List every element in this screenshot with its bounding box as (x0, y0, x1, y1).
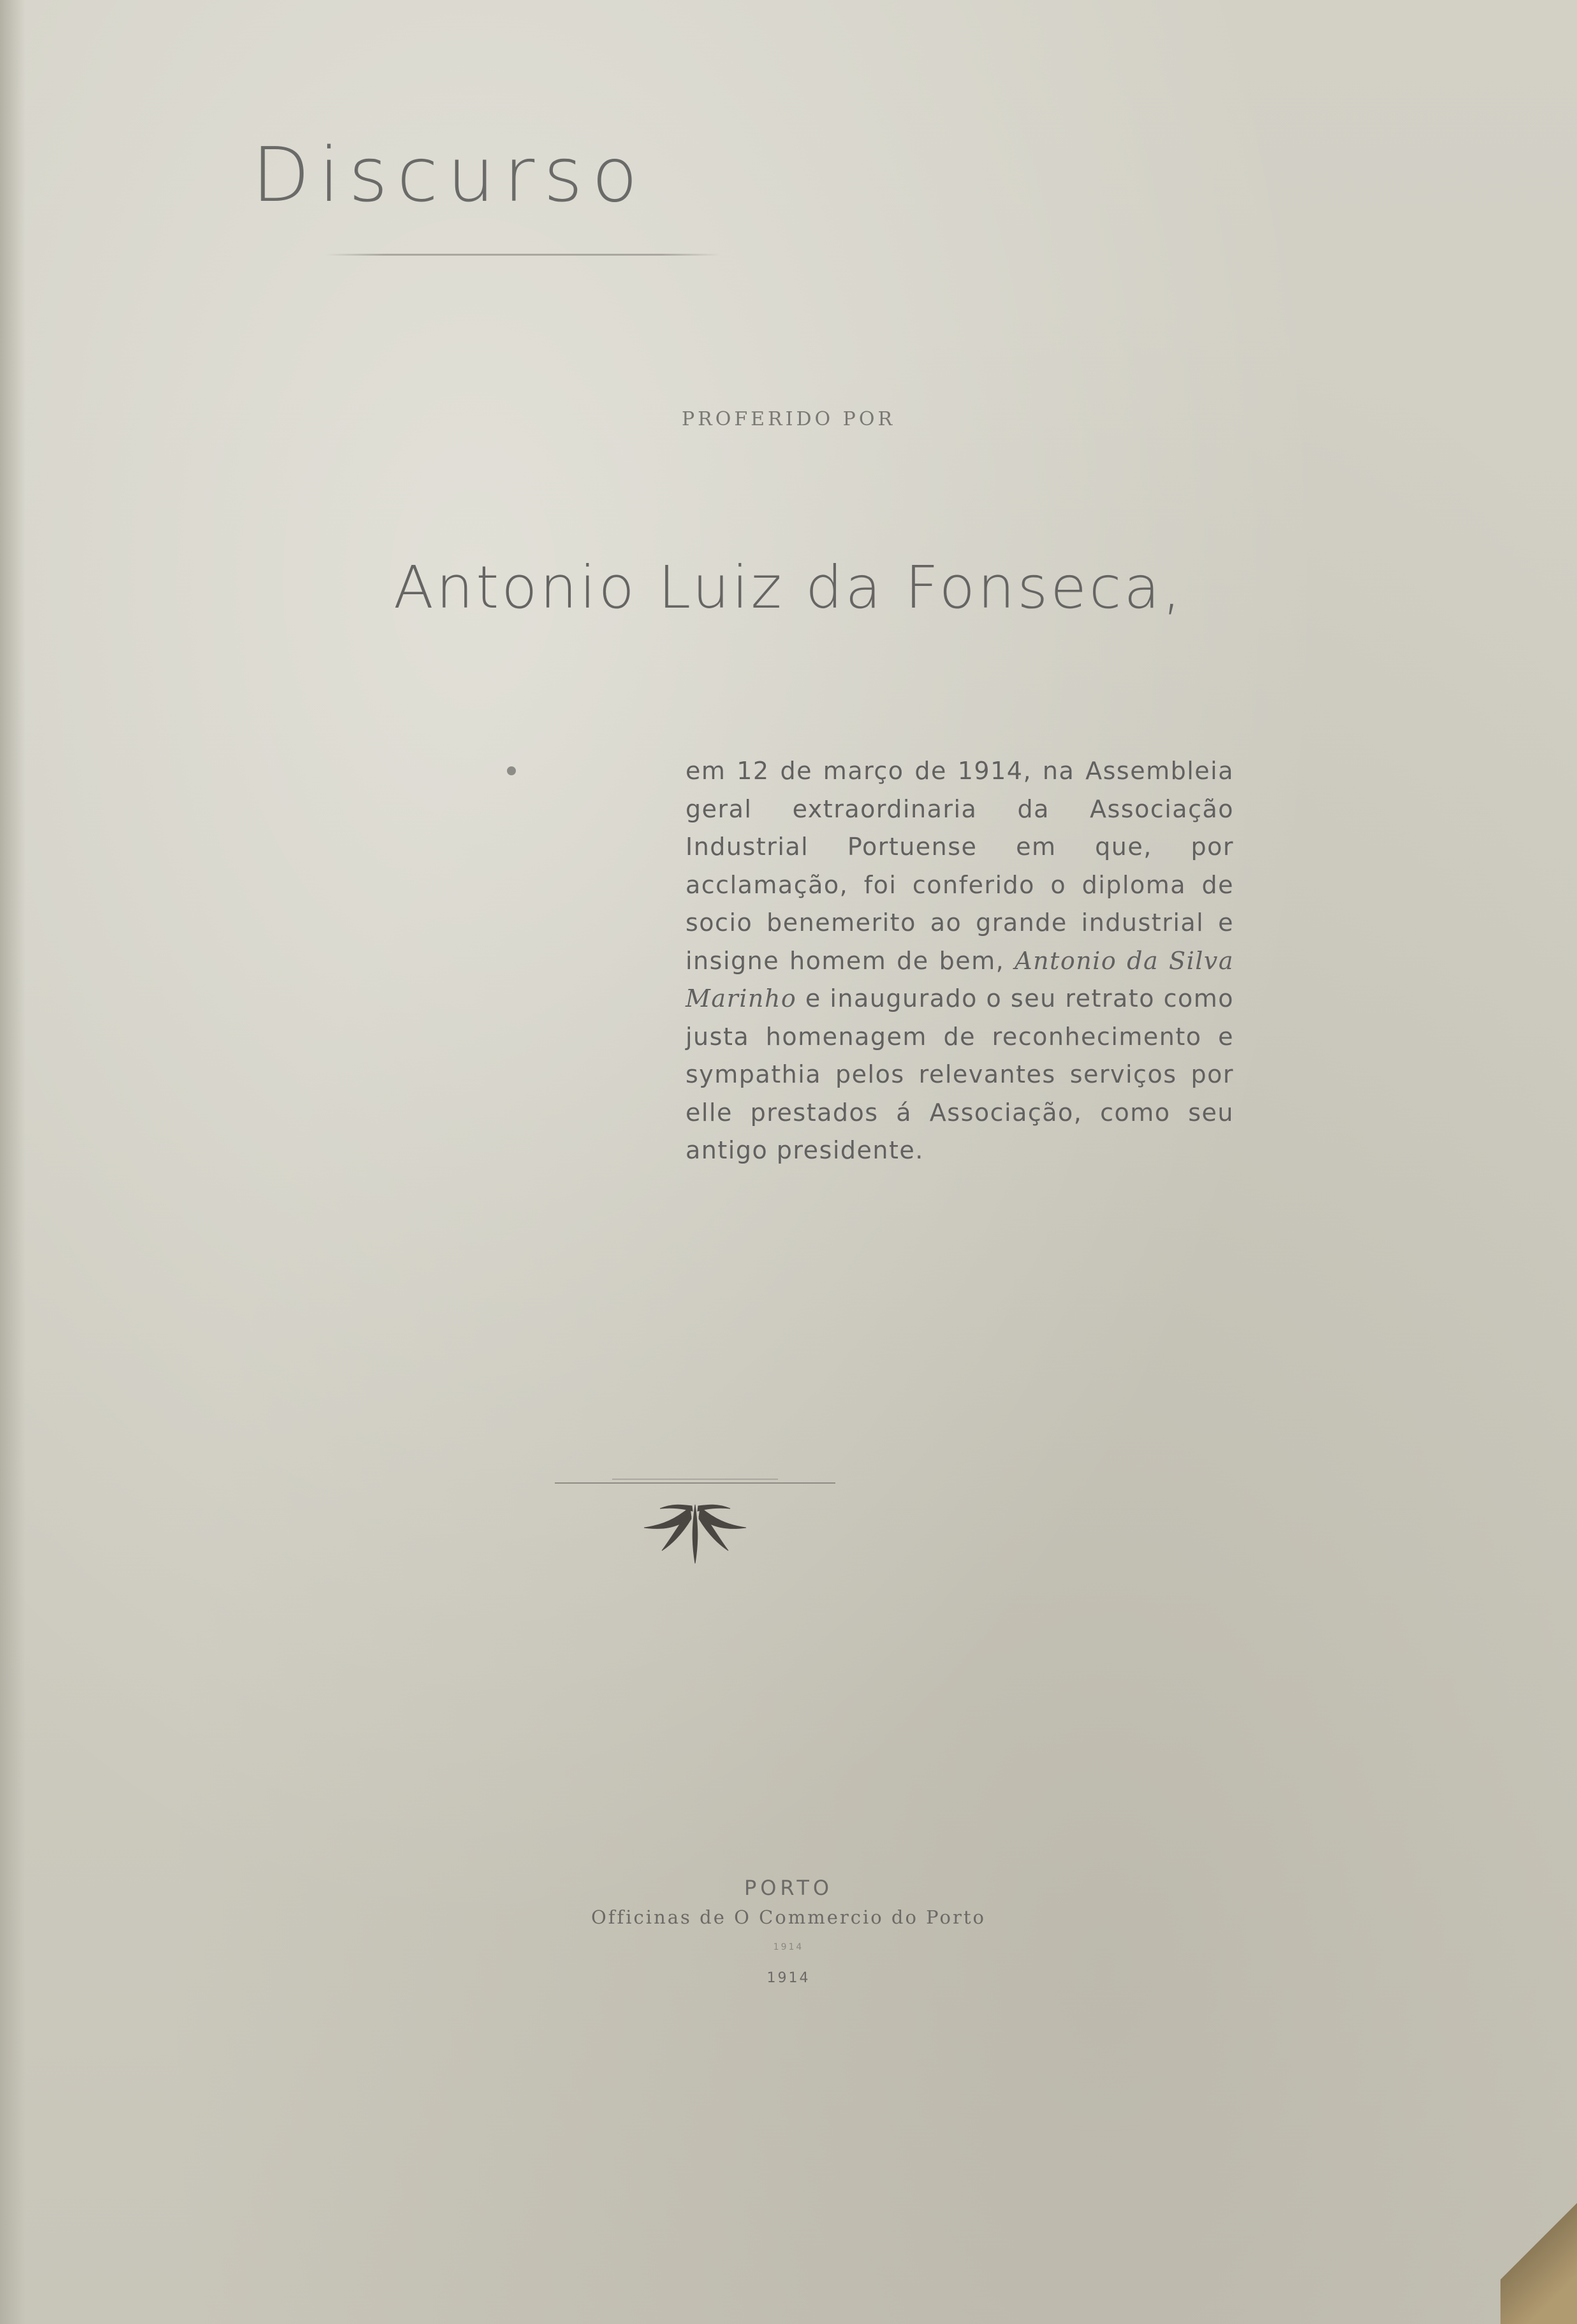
imprint-city: PORTO (744, 1876, 833, 1900)
honoree-name: Antonio da Silva Marinho (686, 946, 1234, 1012)
imprint-address: 1914 (773, 1942, 804, 1952)
imprint-press: Officinas de O Commercio do Porto (591, 1906, 986, 1928)
subtitle: PROFERIDO POR (681, 408, 896, 430)
title-underline (325, 254, 721, 256)
dedication-text-end: e inaugurado o seu retrato como justa homenagem de reconhecimento e sympathia pelos relevantes serviços por elle prestados á Associação, como seu antigo presidente. (686, 984, 1234, 1164)
dedication-text-start: em 12 de março de 1914, na Assembleia geral extraordinaria da Associação Industrial Portuense em que, por acclamação, foi conferido o diploma de socio benemerito ao grande industrial e insigne homem de bem, (686, 757, 1234, 975)
fleuron-ornament (555, 1466, 835, 1568)
bullet-dot (507, 766, 516, 775)
worn-corner (1500, 2158, 1577, 2324)
document-title: Discurso (252, 131, 647, 219)
speaker-name: Antonio Luiz da Fonseca, (393, 553, 1184, 622)
imprint-year: 1914 (766, 1970, 811, 1986)
dedication-paragraph (686, 752, 1234, 1170)
